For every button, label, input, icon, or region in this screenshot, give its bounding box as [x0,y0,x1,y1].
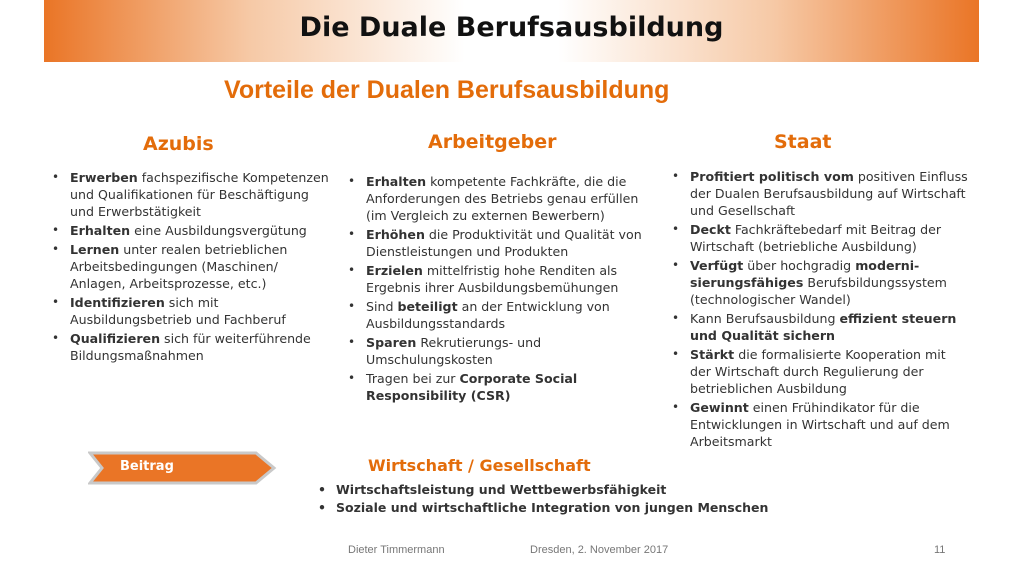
list-item-bold-text: Corporate Social Responsibility (CSR) [366,371,578,403]
beitrag-label: Beitrag [120,459,174,474]
list-item-bold-text: Erhalten [366,174,427,189]
azubis-list [50,169,335,366]
list-item [346,226,646,260]
wirtschaft-gesellschaft-list [316,481,768,517]
list-item [670,399,970,450]
list-item-bold-text: Qualifizieren [70,331,161,346]
list-item [346,173,646,224]
list-item [670,346,970,397]
list-item-bold-text: Erhöhen [366,227,425,242]
list-item [670,257,970,308]
list-item: • Wirtschaftsleistung und Wettbewerbsfähigkeit [316,481,768,499]
list-item-text: sich für weiterführende Bildungsmaßnahmen [70,331,311,363]
list-item-text: an der Entwicklung von Ausbildungsstandards [366,299,610,331]
list-item-bold-text: Deckt [690,222,731,237]
list-item [50,330,335,364]
list-item-bold-text: Erhalten [70,223,131,238]
list-item-text: Kann Berufsausbildung [690,311,840,326]
title-banner [44,0,979,62]
list-item-bold-text: Verfügt [690,258,744,273]
list-item-bold-text: Erzielen [366,263,423,278]
list-item [670,310,970,344]
footer-author: Dieter Timmermann [348,544,445,556]
list-item-bold-text: effizient steuern und Qualität sichern [690,311,957,343]
arbeitgeber-list [346,173,646,406]
list-item-text: einen Frühindikator für die Entwicklungen in Wirtschaft und auf dem Arbeitsmarkt [690,400,950,449]
wirtschaft-gesellschaft-heading: Wirtschaft / Gesellschaft [368,456,591,475]
list-item [346,370,646,404]
list-item-text: eine Ausbildungsvergütung [130,223,307,238]
list-item [670,168,970,219]
page-number: 11 [934,544,946,556]
footer-date: Dresden, 2. November 2017 [530,544,669,556]
list-item-text: die Produktivität und Qualität von Dienstleistungen und Produkten [366,227,642,259]
list-item-bold-text: Stärkt [690,347,735,362]
list-item-text: unter realen betrieblichen Arbeitsbedingungen (Maschinen/ Anlagen, Arbeitsprozesse, etc.) [70,242,288,291]
list-item-text: Sind [366,299,398,314]
arrow-shape [88,451,278,485]
list-item-bold-text: Gewinnt [690,400,749,415]
list-item-text: Rekrutierungs- und Umschulungskosten [366,335,542,367]
beitrag-arrow [88,451,278,485]
list-item-text: kompetente Fachkräfte, die die Anforderungen des Betriebs genau erfüllen (im Vergleich zu externen Bewerbern) [366,174,639,223]
list-item [50,294,335,328]
list-item-text: fachspezifische Kompetenzen und Qualifikationen für Beschäftigung und Erwerbstätigkeit [70,170,329,219]
list-item-bold-text: beteiligt [397,299,458,314]
list-item-bold-text: Erwerben [70,170,138,185]
slide-subtitle: Vorteile der Dualen Berufsausbildung [224,76,670,104]
list-item-text: Tragen bei zur [366,371,460,386]
staat-list [670,168,970,452]
list-item [670,221,970,255]
column-heading-azubis: Azubis [143,133,214,155]
list-item [50,169,335,220]
list-item-text: mittelfristig hohe Renditen als Ergebnis ihrer Ausbildungsbemühungen [366,263,619,295]
list-item-bold-text: Identifizieren [70,295,165,310]
list-item-text: positiven Einfluss der Dualen Berufsausbildung auf Wirtschaft und Gesellschaft [690,169,968,218]
list-item [50,241,335,292]
list-item-bold-text: moderni-sierungsfähiges [690,258,920,290]
list-item-text: Berufsbildungssystem (technologischer Wandel) [690,275,947,307]
list-item [50,222,335,239]
column-heading-arbeitgeber: Arbeitgeber [428,131,557,153]
list-item [346,298,646,332]
list-item-bold-text: Profitiert politisch vom [690,169,854,184]
slide-title: Die Duale Berufsausbildung [299,12,724,43]
list-item [346,334,646,368]
list-item [346,262,646,296]
list-item-text: Fachkräftebedarf mit Beitrag der Wirtschaft (betriebliche Ausbildung) [690,222,942,254]
list-item-text: die formalisierte Kooperation mit der Wirtschaft durch Regulierung der betrieblichen Ausbildung [690,347,946,396]
list-item-text: sich mit Ausbildungsbetrieb und Fachberuf [70,295,286,327]
list-item-bold-text: Sparen [366,335,417,350]
list-item: • Soziale und wirtschaftliche Integration von jungen Menschen [316,499,768,517]
column-heading-staat: Staat [774,131,832,153]
list-item-bold-text: Lernen [70,242,120,257]
list-item-text: über hochgradig [743,258,856,273]
